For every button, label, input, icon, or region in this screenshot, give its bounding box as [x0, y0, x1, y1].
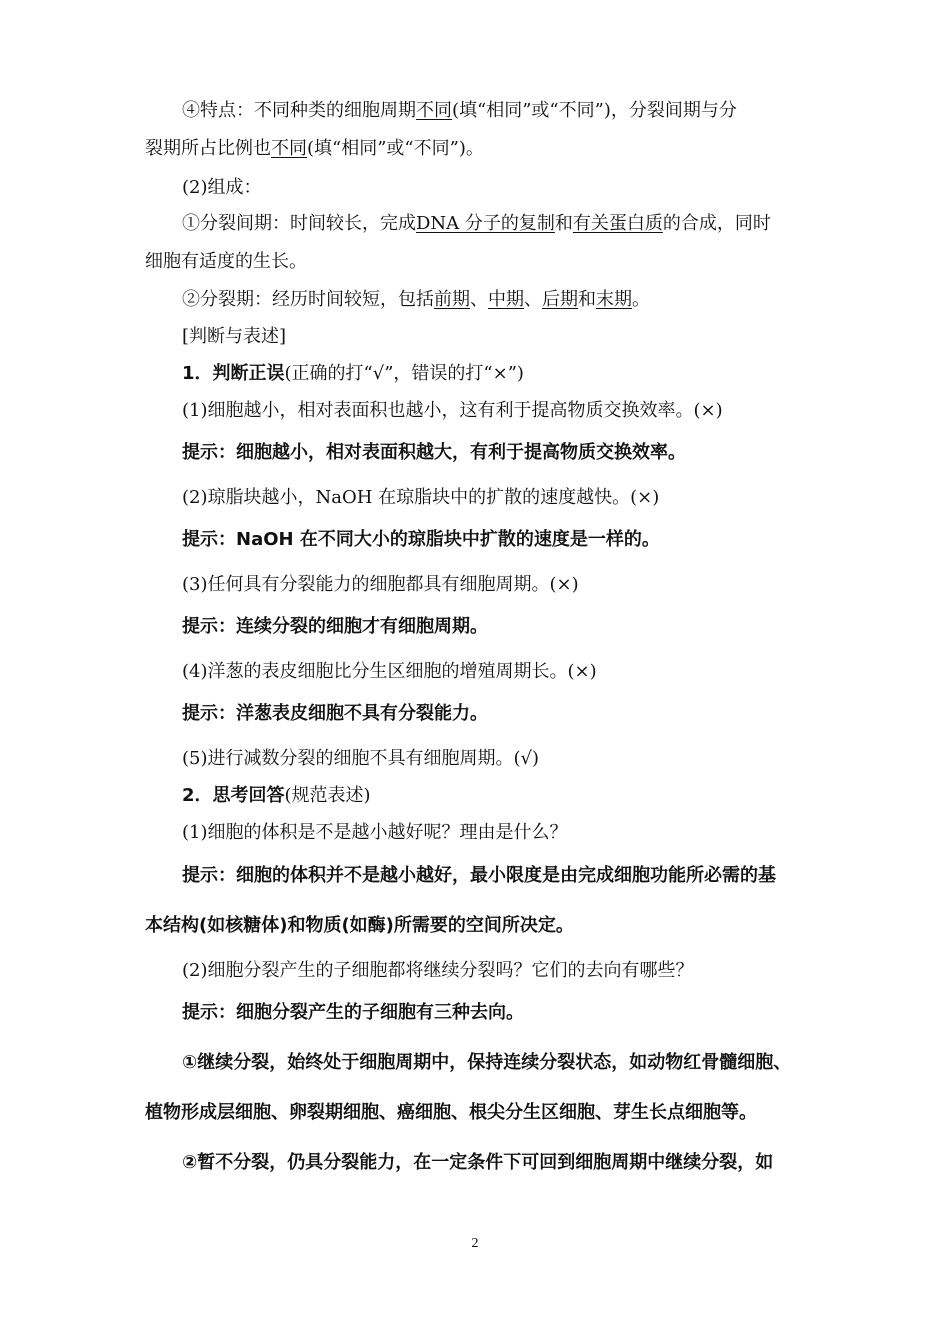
fate-1-line-1: ①继续分裂，始终处于细胞周期中，保持连续分裂状态，如动物红骨髓细胞、: [182, 1052, 792, 1073]
statement-3: (3)任何具有分裂能力的细胞都具有细胞周期。(×): [182, 574, 579, 595]
hint-2-1-line-1: 提示：细胞的体积并不是越小越好，最小限度是由完成细胞功能所必需的基: [182, 865, 776, 886]
underlined-answer: 末期: [596, 289, 632, 310]
text: 1．判断正误: [182, 363, 285, 384]
text: 的合成，同时: [662, 213, 771, 234]
hint-2: 提示：NaOH 在不同大小的琼脂块中扩散的速度是一样的。: [182, 529, 660, 550]
text: 2．思考回答: [182, 785, 285, 806]
page-number: 2: [471, 1236, 479, 1251]
statement-4: (4)洋葱的表皮细胞比分生区细胞的增殖周期长。(×): [182, 661, 597, 682]
question-2-2: (2)细胞分裂产生的子细胞都将继续分裂吗？它们的去向有哪些？: [182, 960, 694, 981]
statement-1: (1)细胞越小，相对表面积也越小，这有利于提高物质交换效率。(×): [182, 400, 723, 421]
underlined-answer: 不同: [416, 100, 452, 121]
composition-heading: (2)组成：: [182, 177, 262, 198]
interphase-line-2: 细胞有适度的生长。: [145, 251, 307, 272]
text: (规范表述): [284, 785, 371, 806]
underlined-answer: DNA 分子的复制: [416, 213, 555, 234]
division-phase-line: [182, 288, 822, 312]
text: (正确的打“√”，错误的打“×”): [284, 363, 524, 384]
underlined-answer: 前期: [434, 289, 470, 310]
fate-2-line-1: ②暂不分裂，仍具分裂能力，在一定条件下可回到细胞周期中继续分裂，如: [182, 1152, 774, 1173]
text: (填“相同”或“不同”)。: [307, 138, 484, 159]
hint-3: 提示：连续分裂的细胞才有细胞周期。: [182, 616, 488, 637]
text: 、: [524, 289, 542, 310]
question-1-heading: [182, 362, 822, 386]
text: (填“相同”或“不同”)，分裂间期与分: [452, 100, 737, 121]
text: ①分裂间期：时间较长，完成: [182, 213, 416, 234]
question-2-1: (1)细胞的体积是不是越小越好呢？理由是什么？: [182, 822, 568, 843]
text: 和: [578, 289, 596, 310]
underlined-answer: 中期: [488, 289, 524, 310]
underlined-answer: 后期: [542, 289, 578, 310]
text: ②分裂期：经历时间较短，包括: [182, 289, 434, 310]
statement-5: (5)进行减数分裂的细胞不具有细胞周期。(√): [182, 748, 540, 769]
statement-2: (2)琼脂块越小，NaOH 在琼脂块中的扩散的速度越快。(×): [182, 487, 660, 508]
text: ④特点：不同种类的细胞周期: [182, 100, 416, 121]
underlined-answer: 不同: [271, 138, 307, 159]
text: 、: [470, 289, 488, 310]
underlined-answer: 有关蛋白质: [572, 213, 663, 234]
hint-2-1-line-2: 本结构(如核糖体)和物质(如酶)所需要的空间所决定。: [145, 915, 574, 936]
question-2-heading: [182, 784, 822, 808]
hint-2-2: 提示：细胞分裂产生的子细胞有三种去向。: [182, 1002, 524, 1023]
text: 和: [554, 213, 573, 234]
section-heading: [判断与表述]: [182, 326, 287, 347]
interphase-line-1: [182, 212, 822, 236]
text: 裂期所占比例也: [145, 138, 271, 159]
fate-1-line-2: 植物形成层细胞、卵裂期细胞、癌细胞、根尖分生区细胞、芽生长点细胞等。: [145, 1102, 757, 1123]
feature-line-2: [145, 137, 825, 161]
hint-1: 提示：细胞越小，相对表面积越大，有利于提高物质交换效率。: [182, 442, 686, 463]
hint-4: 提示：洋葱表皮细胞不具有分裂能力。: [182, 703, 488, 724]
feature-line-1: [182, 99, 822, 123]
text: 。: [632, 289, 650, 310]
